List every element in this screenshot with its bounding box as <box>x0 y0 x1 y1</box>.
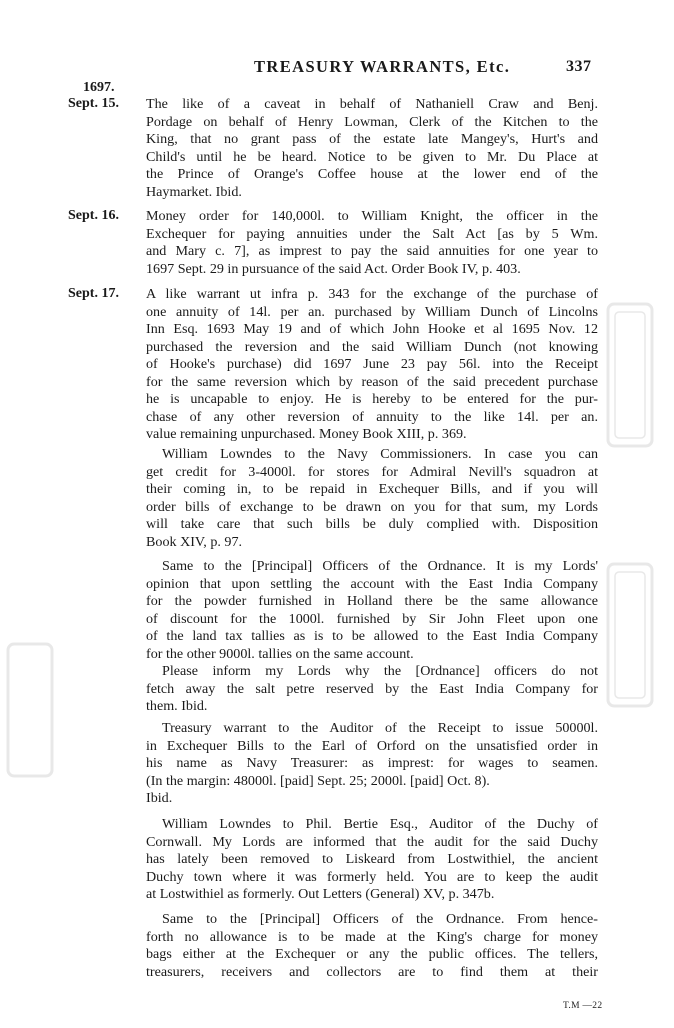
text-line: his name as Navy Treasurer: as imprest: for wages to seamen. <box>146 755 598 771</box>
text-line: will take care that such bills be duly complied with. Disposition <box>146 516 598 532</box>
text-line: chase of any other reversion of annuity to the like 14l. per an. <box>146 408 598 425</box>
text-line: Please inform my Lords why the [Ordnance] officers do not <box>162 663 598 679</box>
text-line: William Lowndes to Phil. Bertie Esq., Auditor of the Duchy of <box>162 816 598 832</box>
text-line: the Prince of Orange's Coffee house at the lower end of the <box>146 166 598 182</box>
text-line: The like of a caveat in behalf of Nathaniell Craw and Benj. <box>146 96 598 112</box>
text-line: bags either at the Exchequer or any the public offices. The tellers, <box>146 946 598 962</box>
library-stamp-watermark <box>0 640 60 780</box>
entry-date: Sept. 17. <box>68 286 119 301</box>
text-line: Same to the [Principal] Officers of the Ordnance. It is my Lords' <box>162 558 598 574</box>
text-line: Haymarket. Ibid. <box>146 183 242 200</box>
text-line: Exchequer for paying annuities under the Salt Act [as by 5 Wm. <box>146 225 598 242</box>
text-line: treasurers, receivers and collectors are to find them at their <box>146 963 598 980</box>
library-stamp-watermark <box>600 560 660 710</box>
text-line: 1697 Sept. 29 in pursuance of the said Act. Order Book IV, p. 403. <box>146 260 521 277</box>
entry-date: Sept. 15. <box>68 96 119 111</box>
entry-date: Sept. 16. <box>68 208 119 223</box>
text-line: he is uncapable to enjoy. He is hereby to be entered for the pur- <box>146 391 598 407</box>
text-line: for the other 9000l. tallies on the same account. <box>146 645 414 662</box>
text-line: A like warrant ut infra p. 343 for the exchange of the purchase of <box>146 286 598 302</box>
text-line: order bills of exchange to be drawn on you for that sum, my Lords <box>146 498 598 515</box>
paragraph <box>146 558 598 663</box>
text-line: and Mary c. 7], as imprest to pay the said annuities for one year to <box>146 243 598 259</box>
text-line: at Lostwithiel as formerly. Out Letters (General) XV, p. 347b. <box>146 886 495 902</box>
text-line: Same to the [Principal] Officers of the Ordnance. From hence- <box>162 911 598 927</box>
entry-text <box>146 286 598 444</box>
text-line: get credit for 3-4000l. for stores for Admiral Nevill's squadron at <box>146 463 598 480</box>
text-line: Inn Esq. 1693 May 19 and of which John Hooke et al 1695 Nov. 12 <box>146 321 598 337</box>
entry-text <box>146 96 598 201</box>
text-line: their coming in, to be repaid in Exchequer Bills, and if you will <box>146 481 598 497</box>
text-line: forth no allowance is to be made at the King's charge for money <box>146 928 598 945</box>
text-line: has lately been removed to Liskeard from Lostwithiel, the ancient <box>146 851 598 867</box>
text-line: Treasury warrant to the Auditor of the Receipt to issue 50000l. <box>162 720 598 736</box>
year-heading: 1697. <box>83 80 115 95</box>
entry-text <box>146 208 598 278</box>
text-line: fetch away the salt petre reserved by the East India Company for <box>146 680 598 697</box>
page-header <box>0 57 674 79</box>
paragraph <box>146 816 598 904</box>
text-line: for the same reversion which by reason of the said precedent purchase <box>146 373 598 390</box>
text-line: of the land tax tallies as is to be allowed to the East India Company <box>146 628 598 644</box>
text-line: for the powder furnished in Holland there be the same allowance <box>146 593 598 609</box>
text-line: value remaining unpurchased. Money Book XIII, p. 369. <box>146 426 467 442</box>
paragraph <box>146 663 598 716</box>
paragraph <box>146 720 598 808</box>
text-line: Duchy town where it was formerly held. You are to keep the audit <box>146 868 598 885</box>
text-line: Ibid. <box>146 790 173 806</box>
text-line: Cornwall. My Lords are informed that the audit for the said Duchy <box>146 833 598 850</box>
text-line: one annuity of 14l. per an. purchased by William Dunch of Lincolns <box>146 303 598 320</box>
text-line: them. Ibid. <box>146 698 208 714</box>
margin-note: (In the margin: 48000l. [paid] Sept. 25; 2000l. [paid] Oct. 8). <box>146 772 490 789</box>
text-line: William Lowndes to the Navy Commissioners. In case you can <box>162 446 598 462</box>
text-line: Child's until he be heard. Notice to be given to Mr. Du Place at <box>146 148 598 165</box>
text-line: Pordage on behalf of Henry Lowman, Clerk of the Kitchen to the <box>146 113 598 130</box>
library-stamp-watermark <box>600 300 660 450</box>
text-line: Money order for 140,000l. to William Knight, the officer in the <box>146 208 598 224</box>
text-line: King, that no grant pass of the estate late Mangey's, Hurt's and <box>146 131 598 147</box>
text-line: purchased the reversion and the said William Dunch (not knowing <box>146 338 598 355</box>
text-line: opinion that upon settling the account with the East India Company <box>146 575 598 592</box>
running-title: TREASURY WARRANTS, Etc. <box>254 57 511 76</box>
paragraph <box>146 911 598 981</box>
text-line: in Exchequer Bills to the Earl of Orford on the unsatisfied order in <box>146 737 598 754</box>
text-line: Book XIV, p. 97. <box>146 533 243 550</box>
paragraph <box>146 446 598 551</box>
text-line: of discount for the 1000l. furnished by Sir John Fleet upon one <box>146 610 598 627</box>
page-number: 337 <box>566 58 592 75</box>
text-line: of Hooke's purchase) did 1697 June 23 pay 56l. into the Receipt <box>146 356 598 372</box>
signature-mark: T.M —22 <box>563 1001 603 1011</box>
